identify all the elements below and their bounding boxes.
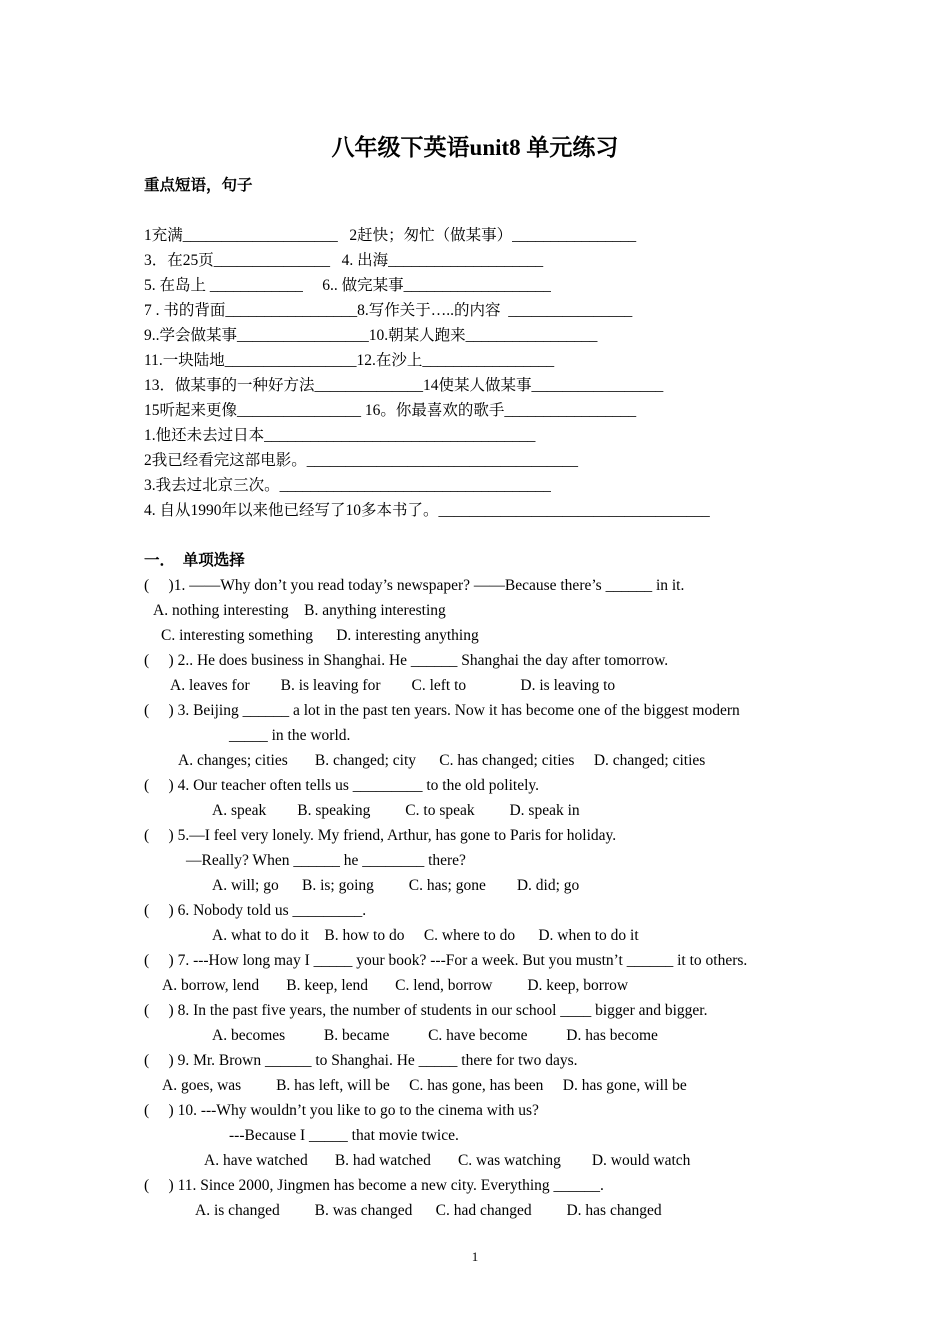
question-stem: ( ) 5.—I feel very lonely. My friend, Arthur, has gone to Paris for holiday. <box>144 827 617 844</box>
question-stem: ( ) 3. Beijing ______ a lot in the past ten years. Now it has become one of the biggest modern <box>144 702 740 719</box>
question-option-line: C. interesting something D. interesting anything <box>161 627 479 644</box>
question-stem: ( ) 4. Our teacher often tells us _________ to the old politely. <box>144 777 540 794</box>
section-heading-phrases: 重点短语，句子 <box>144 177 253 194</box>
phrase-line: 15听起来更像________________ 16。你最喜欢的歌手_________________ <box>144 402 637 419</box>
question-stem: ( ) 6. Nobody told us _________. <box>144 902 367 919</box>
phrase-line: 9..学会做某事_________________10.朝某人跑来_________________ <box>144 327 598 344</box>
question-stem: ( ) 2.. He does business in Shanghai. He ______ Shanghai the day after tomorrow. <box>144 652 669 669</box>
phrase-line: 5. 在岛上 ____________ 6.. 做完某事___________________ <box>144 277 551 294</box>
question-option-line: A. what to do it B. how to do C. where to do D. when to do it <box>212 927 639 944</box>
question-option-line: A. borrow, lend B. keep, lend C. lend, borrow D. keep, borrow <box>162 977 629 994</box>
page-number: 1 <box>471 1249 479 1264</box>
question-stem: ( ) 8. In the past five years, the number of students in our school ____ bigger and bigger. <box>144 1002 708 1019</box>
question-stem: ( ) 11. Since 2000, Jingmen has become a new city. Everything ______. <box>144 1177 604 1194</box>
sentence-line: 4. 自从1990年以来他已经写了10多本书了。___________________________________ <box>144 502 710 519</box>
phrase-line: 7 . 书的背面_________________8.写作关于…..的内容 ________________ <box>144 302 633 319</box>
sentence-line: 3.我去过北京三次。___________________________________ <box>144 477 551 494</box>
question-option-line: A. changes; cities B. changed; city C. has changed; cities D. changed; cities <box>178 752 706 769</box>
sentence-line: 2我已经看完这部电影。___________________________________ <box>144 452 579 469</box>
question-option-line: A. speak B. speaking C. to speak D. speak in <box>212 802 580 819</box>
question-option-line: A. have watched B. had watched C. was watching D. would watch <box>204 1152 691 1169</box>
question-stem: ( ) 10. ---Why wouldn’t you like to go to the cinema with us? <box>144 1102 539 1119</box>
phrase-line: 3．在25页_______________ 4. 出海____________________ <box>144 252 544 269</box>
question-option-line: _____ in the world. <box>229 727 351 744</box>
question-option-line: A. becomes B. became C. have become D. has become <box>212 1027 658 1044</box>
question-option-line: A. is changed B. was changed C. had changed D. has changed <box>195 1202 662 1219</box>
question-option-line: A. nothing interesting B. anything interesting <box>153 602 446 619</box>
question-stem: ( ) 7. ---How long may I _____ your book? ---For a week. But you mustn’t ______ it to others. <box>144 952 748 969</box>
question-option-line: A. will; go B. is; going C. has; gone D. did; go <box>212 877 580 894</box>
section-heading-choice: 一． 单项选择 <box>144 552 245 569</box>
question-option-line: A. leaves for B. is leaving for C. left to D. is leaving to <box>170 677 616 694</box>
question-stem: ( ) 9. Mr. Brown ______ to Shanghai. He _____ there for two days. <box>144 1052 578 1069</box>
page-title: 八年级下英语unit8 单元练习 <box>331 135 619 160</box>
phrase-line: 1充满____________________ 2赶快；匆忙（做某事）________________ <box>144 227 637 244</box>
phrase-line: 13．做某事的一种好方法______________14使某人做某事_________________ <box>144 377 664 394</box>
question-option-line: ---Because I _____ that movie twice. <box>229 1127 459 1144</box>
question-option-line: —Really? When ______ he ________ there? <box>186 852 466 869</box>
sentence-line: 1.他还未去过日本___________________________________ <box>144 427 536 444</box>
question-stem: ( )1. ——Why don’t you read today’s newspaper? ——Because there’s ______ in it. <box>144 577 685 594</box>
phrase-line: 11.一块陆地_________________12.在沙上_________________ <box>144 352 555 369</box>
question-option-line: A. goes, was B. has left, will be C. has gone, has been D. has gone, will be <box>162 1077 687 1094</box>
